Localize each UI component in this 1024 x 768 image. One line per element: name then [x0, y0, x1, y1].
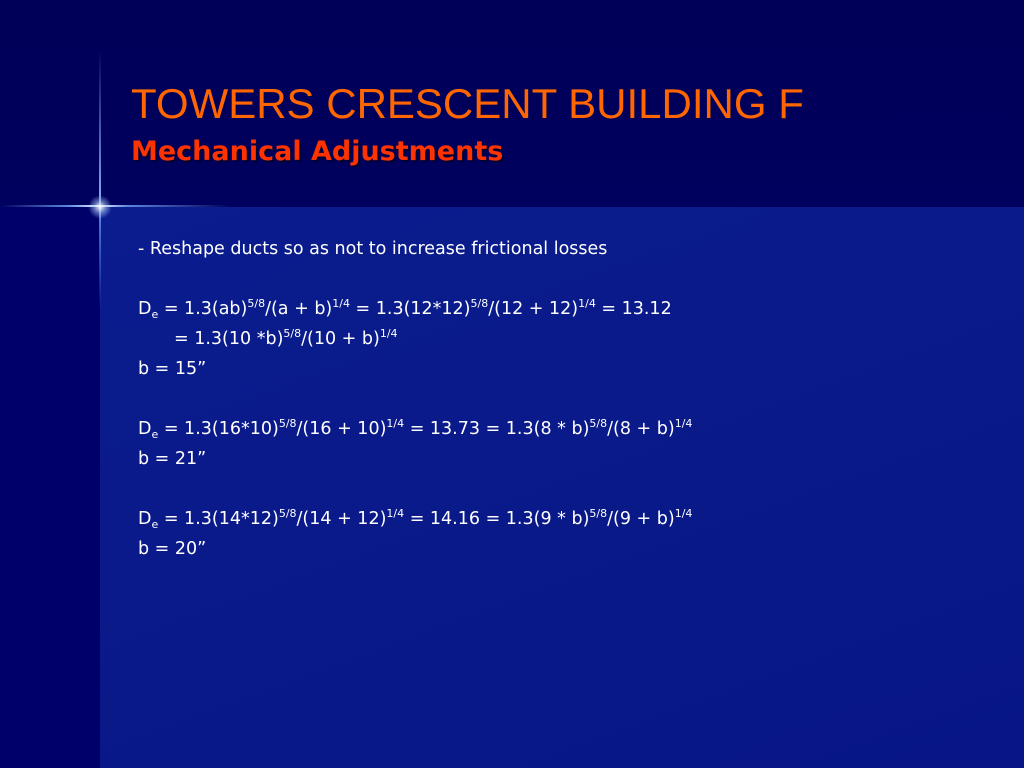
- equation-1-line-2: = 1.3(10 $*b)^{5/8}/(10 + b)^{1/4}$: [174, 327, 398, 349]
- slide-title: TOWERS CRESCENT BUILDING F: [131, 80, 804, 127]
- slide-body: [138, 234, 998, 564]
- spacer: [138, 384, 998, 414]
- equation-2-result: b = 21”: [138, 449, 207, 469]
- equation-2-line-1: $D_e = 1.3(16*10)^{5/8}/(16 + 10)^{1/4} = 13.73 = 1.3(8 * b)^{5/8}/(8 + b)^{1/4}$: [138, 417, 693, 441]
- spacer: [138, 264, 998, 294]
- left-margin-background: [0, 207, 100, 768]
- decorative-horizontal-line: [0, 205, 230, 207]
- bullet-text: - Reshape ducts so as not to increase frictional losses: [138, 239, 608, 259]
- equation-1-line-1: $D_e = 1.3(ab)^{5/8}/(a + b)^{1/4} = 1.3(12*12)^{5/8}/(12 + 12)^{1/4} = 13.12$: [138, 297, 672, 321]
- decorative-vertical-line: [99, 50, 101, 310]
- equation-1-result: b = 15”: [138, 359, 207, 379]
- equation-3-line-1: $D_e = 1.3(14*12)^{5/8}/(14 + 12)^{1/4} = 14.16 = 1.3(9 * b)^{5/8}/(9 + b)^{1/4}$: [138, 507, 693, 531]
- sparkle-icon: [88, 195, 112, 219]
- slide-subtitle: Mechanical Adjustments: [131, 136, 504, 167]
- spacer: [138, 474, 998, 504]
- equation-3-result: b = 20”: [138, 539, 207, 559]
